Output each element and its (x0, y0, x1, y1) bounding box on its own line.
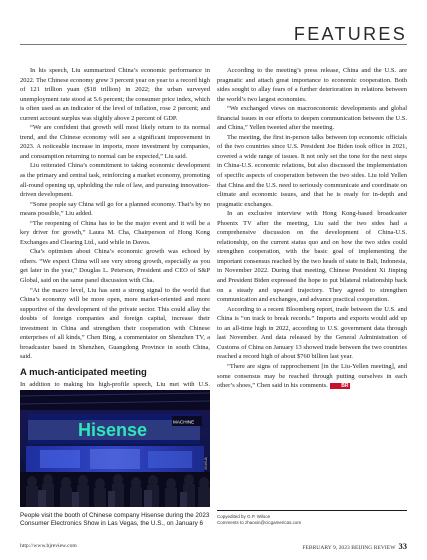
subhead: A much-anticipated meeting (20, 366, 147, 378)
page-header (0, 0, 427, 54)
side-sign: MACHINE (173, 419, 195, 425)
paragraph-last (217, 362, 407, 391)
paragraph: “At the macro level, Liu has sent a strong signal to the world that China’s economy will be more open, more market-oriented and more supportive of the development of the private sector. This could allay the doubts of foreign companies and foreign capital, increase their investment in China and strengthen their cooperation with Chinese enterprises of all kinds,” Chen Bing, a commentator on Shenzhen TV, a broadcaster based in Shenzhen, Guangdong Province in south China, said. (20, 286, 210, 361)
paragraph: According to a recent Bloomberg report, trade between the U.S. and China is “on track to break records.” Imports and exports would add up to an all-time high in 2022, according to U.S. government data through last November. And data released by the General Administration of Customs of China on January 13 showed trade between the two countries reached a record high of about $760 billion last year. (217, 305, 407, 361)
credits-box (217, 510, 407, 527)
paragraph: Liu reiterated China’s commitment to taking economic development as the primary and central task, reinforcing a market economy, promoting all-round opening up, upholding the rule of law, and pursuing innovation-driven development. (20, 162, 210, 199)
section-title: FEATURES (293, 24, 407, 44)
paragraph: The meeting, the first in-person talks between top economic officials of the two countries since U.S. President Joe Biden took office in 2021, covered a wide range of issues. It not only set the tone for the next steps in China-U.S. economic relations, but also discussed the implementation of specific aspects of cooperation between the two sides. Liu told Yellen that China and the U.S. need to seriously communicate and coordinate on climate and economic issues, and that he is ready for in-depth and pragmatic exchanges. (217, 133, 407, 208)
paragraph: In an exclusive interview with Hong Kong-based broadcaster Phoenix TV after the meeting, Liu said the two sides had a comprehensive discussion on the development of China-U.S. relationship, on the current status quo and on how the two sides could strengthen cooperation, with the basic goal of implementing the important consensus reached by the two heads of state in Bali, Indonesia, in November 2022. During that meeting, Chinese President Xi Jinping and President Biden expressed the hope to put bilateral relationship back on a steady and upward trajectory. They agreed to strengthen communication and exchanges, and advance practical cooperation. (217, 210, 407, 304)
header-rule (20, 44, 407, 45)
footer-issue (302, 541, 407, 551)
hisense-booth-photo (20, 390, 210, 507)
right-column (217, 66, 407, 391)
left-column (20, 66, 210, 409)
paragraph: Cha’s optimism about China’s economic growth was echoed by others. “We expect China will see very strong growth, especially as you get later in the year,” Douglas L. Peterson, President and CEO of S&P Global, said on the same panel discussion with Cha. (20, 248, 210, 285)
paragraph: “We exchanged views on macroeconomic developments and global financial issues in our efforts to deepen communication between the U.S. and China,” Yellen tweeted after the meeting. (217, 105, 407, 132)
footer-url: http://www.bjreview.com (20, 543, 77, 549)
paragraph: In addition to making his high-profile speech, Liu met with U.S. (20, 380, 210, 388)
paragraph: In his speech, Liu summarized China’s economic performance in 2022. The Chinese economy grew 3 percent year on year to a record high of 121 trillion yuan ($18 trillion) in 2022; the urban surveyed unemployment rate stood at 5.6 percent; the consumer price index, which is often used as an indicator of the level of inflation, rose 2 percent; and current account surplus was slightly above 2 percent of GDP. (20, 67, 210, 122)
footer-date-magazine: FEBRUARY 9, 2023 BEIJING REVIEW (302, 545, 396, 551)
hisense-sign: Hisense (78, 420, 148, 440)
last-paragraph-text: “There are signs of rapprochement [in the Liu-Yellen meeting], and some consensus may be reached through putting ourselves in each other’s shoes,” Chen said in his comments. (217, 362, 407, 390)
copyedit-credit: Copyedited by G.P. Wilson (217, 514, 271, 519)
paragraph: “Some people say China will go for a planned economy. That’s by no means possible,” Liu added. (20, 200, 210, 218)
photo-caption: People visit the booth of Chinese company Hisense during the 2023 Consumer Electronics Show in Las Vegas, the U.S., on January 6 (20, 512, 210, 528)
paragraph: “The reopening of China has to be the major event and it will be a key driver for growth,” Laura M. Cha, Chairperson of Hong Kong Exchanges and Clearing Ltd., said while in Davos. (20, 219, 210, 246)
page-number: 33 (398, 541, 407, 551)
paragraph: According to the meeting’s press release, China and the U.S. are pragmatic and attach great importance to economic cooperation. Both sides sought to allay fears of a further deterioration in relations between the world’s two largest economies. (217, 67, 407, 103)
comments-email: Comments to zhaoxin@cicgamericas.com (217, 520, 302, 526)
photo-credit: XINHUA (204, 457, 208, 470)
end-mark-icon: BR (330, 383, 350, 389)
paragraph: “We are confident that growth will most likely return to its normal trend, and the Chinese economy will see a significant improvement in 2023. A noticeable increase in imports, more investment by companies, and consumption returning to normal can be expected,” Liu said. (20, 124, 210, 160)
